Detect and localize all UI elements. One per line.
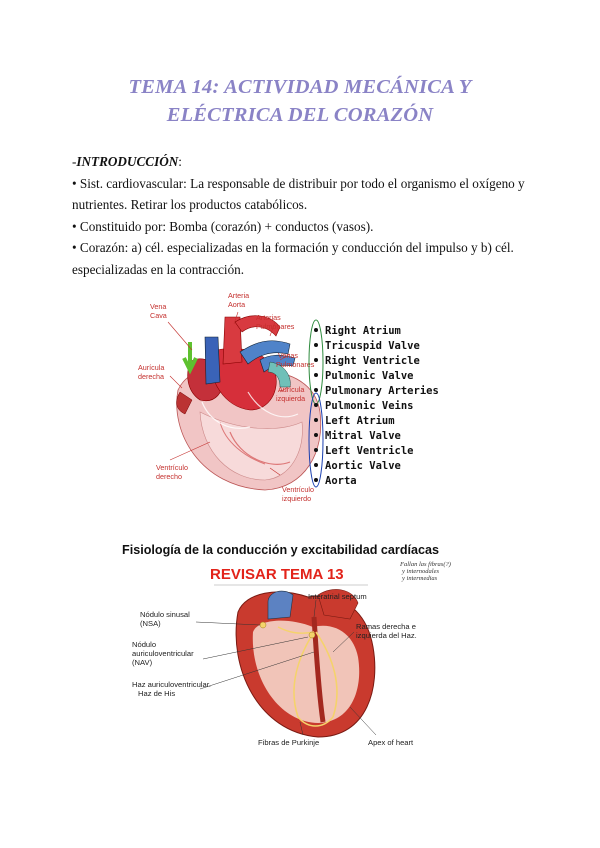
svg-text:Pulmonic Valve: Pulmonic Valve	[325, 370, 414, 382]
conduction-figure-title: Fisiología de la conducción y excitabilidad cardíacas	[122, 543, 440, 557]
svg-text:Mitral Valve: Mitral Valve	[325, 430, 401, 442]
intro-bullet-1: • Sist. cardiovascular: La responsable de distribuir por todo el organismo el oxígeno y nutrientes. Retirar los productos catabólicos.	[72, 175, 525, 212]
svg-text:Tricuspid Valve: Tricuspid Valve	[325, 340, 420, 352]
label-arterias-pulmonares: Arterias Pulmonares	[256, 313, 295, 331]
svg-text:Pulmonary Arteries: Pulmonary Arteries	[325, 385, 439, 397]
intro-bullet-3: • Corazón: a) cél. especializadas en la formación y conducción del impulso y b) cél. especializadas en la contracción.	[72, 240, 514, 277]
legend-item	[314, 355, 420, 367]
svg-text:Left Ventricle: Left Ventricle	[325, 445, 414, 457]
revisar-banner: REVISAR TEMA 13	[210, 566, 344, 583]
heart-cross-section	[236, 589, 375, 737]
conduction-system-figure	[118, 537, 490, 757]
label-arteria-aorta: Arteria Aorta	[228, 292, 250, 309]
heart-anatomy-figure	[130, 292, 460, 504]
legend-item	[314, 445, 414, 457]
legend-item	[314, 370, 414, 382]
legend-item	[314, 325, 401, 337]
label-vena-cava: Vena Cava	[150, 302, 167, 320]
svg-text:Pulmonic Veins: Pulmonic Veins	[325, 400, 414, 412]
label-fibras-purkinje: Fibras de Purkinje	[258, 738, 320, 747]
label-auricula-izquierda: Aurícula izquierda	[276, 385, 306, 403]
page-title-line-2: ELÉCTRICA DEL CORAZÓN	[166, 104, 434, 126]
label-ramas-haz: Ramas derecha e izquierda del Haz.	[356, 622, 417, 640]
label-ventriculo-izquierdo: Ventrículo izquierdo	[282, 485, 314, 503]
legend-item	[314, 340, 420, 352]
heart-parts-legend	[314, 325, 439, 487]
intro-bullet-2: • Constituido por: Bomba (corazón) + conductos (vasos).	[72, 218, 374, 234]
label-ventriculo-derecho: Ventrículo derecho	[156, 463, 188, 481]
legend-item	[314, 460, 401, 472]
legend-item	[314, 400, 414, 412]
page-title-line-1: TEMA 14: ACTIVIDAD MECÁNICA Y	[128, 76, 472, 98]
svg-text:Left Atrium: Left Atrium	[325, 415, 395, 427]
label-interatrial-septum: Interatrial septum	[308, 592, 367, 601]
svg-text:Right Atrium: Right Atrium	[325, 325, 401, 337]
handwritten-note: Fallan las fibras(?) y internodales y intermedias	[400, 561, 451, 582]
label-apex: Apex of heart	[368, 738, 414, 747]
intro-heading: -INTRODUCCIÓN:	[72, 154, 182, 169]
label-nodulo-av: Nódulo auriculoventricular (NAV)	[132, 640, 194, 667]
legend-item	[314, 415, 395, 427]
label-auricula-derecha: Aurícula derecha	[138, 363, 165, 381]
label-haz-de-his: Haz auriculoventricular. Haz de His	[132, 680, 211, 698]
intro-heading-text: INTRODUCCIÓN	[76, 154, 179, 169]
intro-section	[72, 151, 542, 280]
legend-item	[314, 385, 439, 397]
legend-item	[314, 430, 401, 442]
label-nodulo-sinusal: Nódulo sinusal (NSA)	[140, 610, 190, 628]
svg-text:Aortic Valve: Aortic Valve	[325, 460, 401, 472]
label-venas-pulmonares: Venas Pulmonares	[276, 351, 315, 369]
svg-text:Aorta: Aorta	[325, 475, 357, 487]
svg-text:Right Ventricle: Right Ventricle	[325, 355, 420, 367]
